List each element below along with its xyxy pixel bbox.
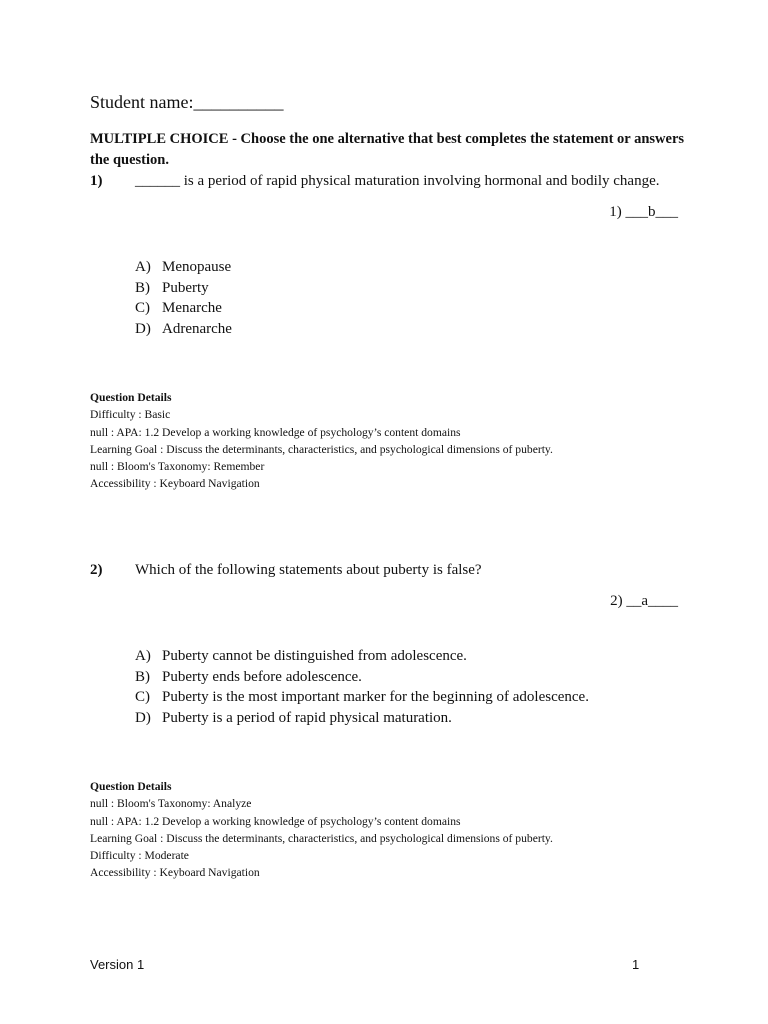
choice-letter: C) (135, 300, 150, 317)
detail-line: null : APA: 1.2 Develop a working knowledge of psychology’s content domains (90, 425, 461, 439)
choice-letter: B) (135, 279, 150, 296)
choice-d (135, 708, 589, 729)
choice-text: Menopause (162, 259, 232, 275)
choice-text: Adrenarche (162, 321, 232, 338)
detail-line: Accessibility : Keyboard Navigation (90, 866, 260, 880)
choice-a (135, 646, 589, 667)
question-text: Which of the following statements about puberty is false? (135, 562, 482, 578)
choice-letter: D) (135, 710, 151, 727)
choice-b (135, 278, 232, 299)
choice-b (135, 667, 589, 688)
question-number: 2) (90, 562, 103, 578)
choice-text: Puberty is the most important marker for the beginning of adolescence. (162, 689, 589, 706)
question-details (90, 778, 553, 882)
question-2 (90, 560, 690, 890)
detail-line: null : Bloom's Taxonomy: Analyze (90, 797, 252, 811)
choice-list (135, 257, 232, 340)
detail-line: Difficulty : Moderate (90, 849, 189, 863)
choice-text: Puberty cannot be distinguished from adolescence. (162, 648, 467, 664)
question-1 (90, 171, 690, 501)
choice-letter: A) (135, 648, 151, 664)
question-stem (90, 171, 690, 191)
choice-letter: C) (135, 689, 150, 706)
question-details (90, 389, 553, 493)
choice-letter: A) (135, 259, 151, 275)
choice-letter: B) (135, 668, 150, 685)
answer-blank: 2) __a____ (610, 593, 678, 609)
choice-text: Puberty is a period of rapid physical maturation. (162, 710, 452, 727)
detail-line: Accessibility : Keyboard Navigation (90, 477, 260, 491)
question-stem (90, 560, 690, 580)
choice-text: Puberty (162, 279, 209, 296)
question-text: ______ is a period of rapid physical maturation involving hormonal and bodily change. (135, 173, 660, 189)
section-instructions: MULTIPLE CHOICE - Choose the one alternative that best completes the statement or answers the question. (90, 131, 685, 168)
choice-c (135, 687, 589, 708)
choice-text: Puberty ends before adolescence. (162, 668, 362, 685)
choice-d (135, 319, 232, 340)
choice-list (135, 646, 589, 729)
answer-blank: 1) ___b___ (609, 204, 678, 220)
student-name-field: Student name:__________ (90, 92, 284, 112)
choice-a (135, 257, 232, 278)
choice-c (135, 298, 232, 319)
footer-version: Version 1 (90, 957, 145, 972)
question-details-title: Question Details (90, 780, 172, 793)
detail-line: Learning Goal : Discuss the determinants, characteristics, and psychological dimensions of puberty. (90, 831, 553, 845)
choice-letter: D) (135, 321, 151, 338)
question-number: 1) (90, 173, 103, 189)
detail-line: null : APA: 1.2 Develop a working knowledge of psychology’s content domains (90, 814, 461, 828)
footer-page-number: 1 (632, 957, 640, 972)
question-details-title: Question Details (90, 391, 172, 404)
detail-line: null : Bloom's Taxonomy: Remember (90, 460, 265, 474)
choice-text: Menarche (162, 300, 222, 317)
detail-line: Difficulty : Basic (90, 408, 171, 422)
detail-line: Learning Goal : Discuss the determinants, characteristics, and psychological dimensions of puberty. (90, 442, 553, 456)
